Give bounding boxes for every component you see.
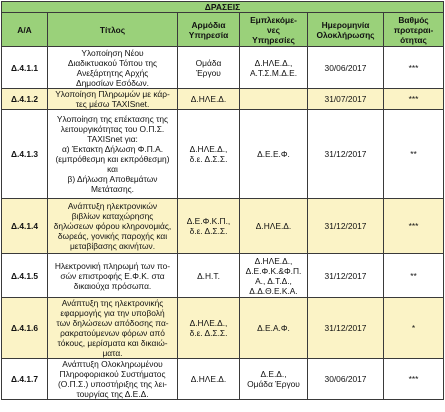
responsible-line: Δ.ΗΛΕ.Δ. bbox=[190, 374, 227, 384]
title-line: βιβλίων καταχώρησης bbox=[71, 211, 154, 221]
title-line: εφαρμογής για την υποβολή bbox=[60, 308, 165, 318]
title-line: λειτουργικότητας του Ο.Π.Σ. bbox=[60, 124, 165, 134]
row-involved bbox=[240, 359, 308, 400]
row-code: Δ.4.1.3 bbox=[2, 110, 48, 199]
title-line: Ανάπτυξη της ηλεκτρονικής bbox=[61, 298, 164, 308]
table-row bbox=[2, 110, 444, 199]
title-line: Πληροφοριακού Συστήματος bbox=[59, 369, 166, 379]
title-line: δωρεάς, γονικής παροχής και bbox=[57, 231, 168, 241]
row-priority: *** bbox=[384, 89, 444, 110]
involved-line: Δ.Δ.Θ.Ε.Κ.Α. bbox=[249, 285, 298, 296]
row-responsible bbox=[178, 298, 240, 359]
row-code: Δ.4.1.6 bbox=[2, 298, 48, 359]
row-responsible bbox=[178, 254, 240, 298]
title-line: TAXISnet για: bbox=[87, 134, 138, 144]
header-title: Τίτλος bbox=[48, 13, 178, 47]
row-title bbox=[48, 298, 178, 359]
row-title bbox=[48, 89, 178, 110]
title-line: Διαδικτυακού Τόπου της bbox=[67, 57, 158, 68]
responsible-line: Δ.Η.Τ. bbox=[197, 270, 220, 281]
row-title bbox=[48, 254, 178, 298]
title-line: σών επιστροφής Ε.Φ.Κ. στα bbox=[60, 270, 165, 281]
row-code: Δ.4.1.5 bbox=[2, 254, 48, 298]
title-line: και bbox=[107, 164, 118, 174]
row-priority: * bbox=[384, 298, 444, 359]
table-caption: ΔΡΑΣΕΙΣ bbox=[2, 2, 444, 13]
row-code: Δ.4.1.4 bbox=[2, 199, 48, 254]
involved-line: Α.Τ.Σ.Μ.Δ.Ε. bbox=[249, 67, 298, 78]
title-line: (εμπρόθεσμη και εκπρόθεσμη) bbox=[55, 154, 170, 164]
title-line: τες μέσω TAXISnet. bbox=[75, 99, 150, 109]
title-line: Ηλεκτρονική πληρωμή των πο- bbox=[54, 260, 171, 271]
row-responsible bbox=[178, 199, 240, 254]
involved-line: Α., Δ.Τ.Δ., bbox=[255, 275, 292, 286]
title-line: Ανεξάρτητης Αρχής bbox=[76, 67, 149, 78]
table-body bbox=[2, 47, 444, 400]
responsible-line: Δ.ΗΛΕ.Δ., bbox=[189, 144, 228, 154]
title-line: Ανάπτυξη ηλεκτρονικών bbox=[67, 201, 158, 211]
row-completion-date: 31/12/2017 bbox=[308, 110, 384, 199]
table-row bbox=[2, 47, 444, 89]
row-priority: ** bbox=[384, 254, 444, 298]
row-priority: ** bbox=[384, 110, 444, 199]
responsible-line: δ.ε. Δ.Σ.Σ. bbox=[189, 154, 228, 164]
involved-line: Δ.ΗΛΕ.Δ., bbox=[254, 57, 293, 68]
row-code: Δ.4.1.7 bbox=[2, 359, 48, 400]
row-title bbox=[48, 47, 178, 89]
title-line: ματα. bbox=[102, 348, 123, 358]
table-row bbox=[2, 199, 444, 254]
title-line: τουργίας της Δ.Ε.Δ. bbox=[76, 389, 149, 399]
row-involved bbox=[240, 254, 308, 298]
row-responsible bbox=[178, 359, 240, 400]
responsible-line: δ.ε. Δ.Σ.Σ. bbox=[189, 226, 228, 236]
title-line: μεταβίβασης ακινήτων. bbox=[69, 241, 156, 251]
row-completion-date: 30/06/2017 bbox=[308, 359, 384, 400]
responsible-line: Δ.ΗΛΕ.Δ., bbox=[189, 318, 228, 328]
responsible-line: Ομάδα bbox=[195, 57, 222, 68]
row-priority: *** bbox=[384, 359, 444, 400]
row-involved bbox=[240, 47, 308, 89]
row-responsible bbox=[178, 47, 240, 89]
title-line: Μετάτασης. bbox=[91, 184, 134, 194]
header-aa: Α/Α bbox=[2, 13, 48, 47]
row-responsible bbox=[178, 110, 240, 199]
table-row bbox=[2, 298, 444, 359]
row-involved bbox=[240, 199, 308, 254]
title-line: Υλοποίηση της επέκτασης της bbox=[56, 114, 169, 124]
title-line: Δημοσίων Εσόδων. bbox=[76, 77, 149, 88]
header-involved: Εμπλεκόμε- νες Υπηρεσίες bbox=[240, 13, 308, 47]
title-line: τόκους, μερίσματα και δικαιώ- bbox=[57, 338, 168, 348]
row-code: Δ.4.1.1 bbox=[2, 47, 48, 89]
responsible-line: Έργου bbox=[196, 67, 221, 78]
row-involved bbox=[240, 89, 308, 110]
involved-line: Δ.Ε.Α.Φ. bbox=[257, 323, 290, 333]
row-priority: *** bbox=[384, 199, 444, 254]
header-completion: Ημερομηνία Ολοκλήρωσης bbox=[308, 13, 384, 47]
responsible-line: δ.ε. Δ.Σ.Σ. bbox=[189, 328, 228, 338]
responsible-line: Δ.ΗΛΕ.Δ. bbox=[190, 94, 227, 104]
title-line: δικαιούχα πρόσωπα. bbox=[73, 280, 152, 291]
row-completion-date: 30/06/2017 bbox=[308, 47, 384, 89]
row-completion-date: 31/12/2017 bbox=[308, 298, 384, 359]
involved-line: Δ.Ε.Φ.Κ.&Φ.Π. bbox=[245, 265, 302, 276]
involved-line: Δ.ΗΛΕ.Δ. bbox=[255, 221, 292, 231]
row-involved bbox=[240, 298, 308, 359]
title-line: β) Δήλωση Αποθεμάτων bbox=[67, 174, 158, 184]
involved-line: Δ.Ε.Δ., bbox=[260, 369, 287, 379]
involved-line: Ομάδα Έργου bbox=[247, 379, 300, 389]
row-priority: *** bbox=[384, 47, 444, 89]
table-row bbox=[2, 254, 444, 298]
header-responsible: Αρμόδια Υπηρεσία bbox=[178, 13, 240, 47]
involved-line: Δ.ΗΛΕ.Δ., bbox=[254, 255, 293, 266]
row-completion-date: 31/12/2017 bbox=[308, 199, 384, 254]
title-line: των δηλώσεων απόδοσης πα- bbox=[56, 318, 169, 328]
title-line: δηλώσεων φόρου κληρονομιάς, bbox=[53, 221, 172, 231]
title-line: Υλοποίηση Πληρωμών με κάρ- bbox=[55, 89, 170, 99]
row-code: Δ.4.1.2 bbox=[2, 89, 48, 110]
row-title bbox=[48, 199, 178, 254]
row-completion-date: 31/07/2017 bbox=[308, 89, 384, 110]
table-row bbox=[2, 359, 444, 400]
row-responsible bbox=[178, 89, 240, 110]
table-row bbox=[2, 89, 444, 110]
title-line: Ανάπτυξη Ολοκληρωμένου bbox=[62, 359, 163, 369]
actions-table bbox=[1, 1, 444, 400]
title-line: Υλοποίηση Νέου bbox=[81, 47, 144, 58]
row-involved bbox=[240, 110, 308, 199]
header-priority: Βαθμός προτεραι- ότητας bbox=[384, 13, 444, 47]
involved-line: Δ.Ε.Ε.Φ. bbox=[257, 149, 290, 159]
responsible-line: Δ.Ε.Φ.Κ.Π., bbox=[186, 216, 231, 226]
row-title bbox=[48, 110, 178, 199]
title-line: (Ο.Π.Σ.) υποστήριξης της λει- bbox=[58, 379, 167, 389]
title-line: α) Έκτακτη Δήλωση Φ.Π.Α. bbox=[61, 144, 164, 154]
row-completion-date: 31/12/2017 bbox=[308, 254, 384, 298]
row-title bbox=[48, 359, 178, 400]
title-line: ρακρατούμενων φόρων από bbox=[60, 328, 165, 338]
